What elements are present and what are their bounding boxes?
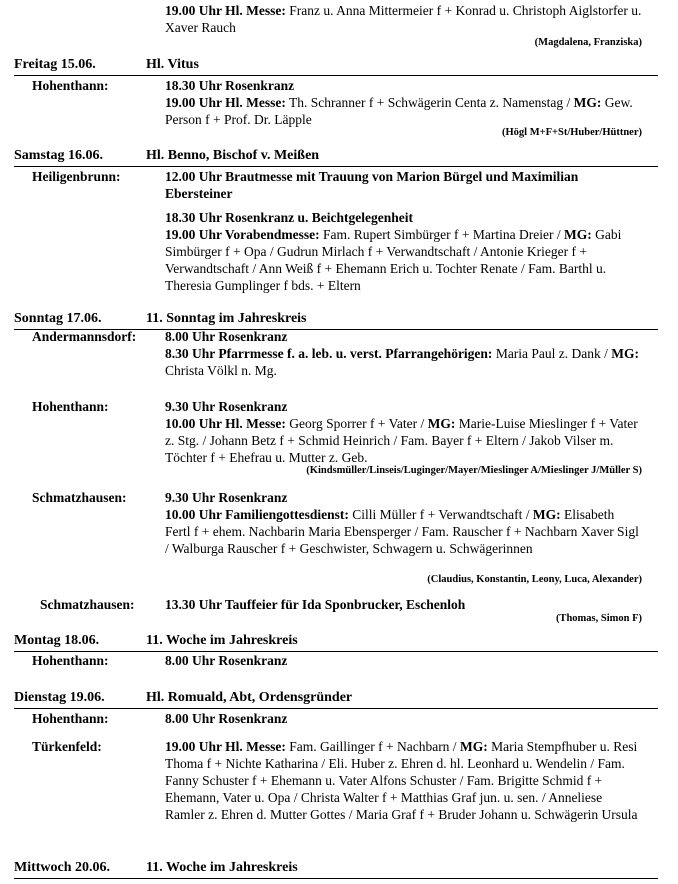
day-header-friday [14,55,658,76]
event-time: 10.00 Uhr Familiengottesdienst: [165,507,349,522]
event-line [165,94,643,128]
event-line: 13.30 Uhr Tauffeier für Ida Sponbrucker, Eschenloh [165,597,466,612]
event-line: 18.30 Uhr Rosenkranz [165,78,295,93]
event-text: Fam. Gaillinger f + Nachbarn / [285,739,460,754]
place-label: Heiligenbrunn: [32,169,121,184]
event-block [165,328,643,379]
ministrant-names: (Thomas, Simon F) [555,613,642,624]
day-header-saturday [14,146,658,167]
day-feast: 11. Woche im Jahreskreis [146,633,298,648]
day-date: Montag 18.06. [14,633,100,648]
mg-label: MG: [427,416,456,431]
event-text: Cilli Müller f + Verwandtschaft / [348,507,533,522]
ministrant-names: (Magdalena, Franziska) [534,37,642,48]
event-text: Gew. Person f + Prof. Dr. Läpple [165,95,633,127]
event-time: 8.30 Uhr Pfarrmesse f. a. leb. u. verst. Pfarrangehörigen: [165,346,493,361]
event-text: Th. Schranner f + Schwägerin Centa z. Namenstag / [285,95,574,110]
mg-label: MG: [563,227,592,242]
day-header-sunday [14,309,658,330]
event-block [165,596,643,613]
event-line [165,506,643,557]
mg-label: MG: [459,739,488,754]
event-block [165,652,643,669]
place-label: Schmatzhausen: [32,490,127,505]
mg-label: MG: [611,346,640,361]
day-date: Freitag 15.06. [14,57,96,72]
event-line [165,226,643,294]
event-block [165,738,643,823]
event-line: 8.00 Uhr Rosenkranz [165,653,288,668]
event-line: 8.00 Uhr Rosenkranz [165,329,288,344]
event-text: Georg Sporrer f + Vater / [285,416,428,431]
event-text: Franz u. Anna Mittermeier f + Konrad u. Christoph Aiglstorfer u. Xaver Rauch [165,3,642,35]
event-line [165,345,643,379]
day-date: Mittwoch 20.06. [14,860,111,875]
ministrant-names: (Kindsmüller/Linseis/Luginger/Mayer/Mieslinger A/Mieslinger J/Müller S) [306,465,642,476]
day-date: Sonntag 17.06. [14,311,102,326]
event-time: 10.00 Uhr Hl. Messe: [165,416,286,431]
event-text: Elisabeth Fertl f + ehem. Nachbarin Maria Ebensperger / Fam. Rauscher f + Nachbarn Xaver Sigl / Walburga Rauscher f + Geschwister, Schwagern u. Schwägerinnen [165,507,639,556]
day-feast: Hl. Romuald, Abt, Ordensgründer [146,690,353,705]
day-date: Dienstag 19.06. [14,690,105,705]
event-text: Maria Paul z. Dank / [492,346,612,361]
event-line: 18.30 Uhr Rosenkranz u. Beichtgelegenheit [165,210,413,225]
event-text: Christa Völkl n. Mg. [165,363,277,378]
place-label: Hohenthann: [32,653,109,668]
event-block [165,209,643,294]
ministrant-names: (Claudius, Konstantin, Leony, Luca, Alexander) [427,574,642,585]
day-feast: 11. Sonntag im Jahreskreis [146,311,307,326]
place-label: Türkenfeld: [32,739,102,754]
day-header-tuesday [14,688,658,709]
place-label: Hohenthann: [32,78,109,93]
event-text: Maria Stempfhuber u. Resi Thoma f + Nichte Katharina / Eli. Huber z. Ehren d. hl. Leonhard u. Wendelin / Fam. Fanny Schuster f + Ehemann u. Vater Alfons Schuster / Fam. Brigitte Schmid f + Ehemann, Vater u. Opa / Christa Walter f + Matthias Graf jun. u. sen. / Anneliese Ramler z. Ehren d. Mutter Gottes / Maria Graf f + Bruder Johann u. Schwägerin Ursula [165,739,638,822]
place-label: Schmatzhausen: [40,597,135,612]
day-feast: Hl. Benno, Bischof v. Meißen [146,148,320,163]
event-block [165,710,643,727]
event-text: Marie-Luise Mieslinger f + Vater z. Stg. / Johann Betz f + Schmid Heinrich / Fam. Bayer f + Eltern / Jakob Vilser m. Töchter f + Ehefrau u. Mutter z. Geb. [165,416,638,465]
event-time: 19.00 Uhr Vorabendmesse: [165,227,320,242]
place-label: Andermannsdorf: [32,329,137,344]
event-block [165,398,643,466]
event-block [165,77,643,128]
day-header-monday [14,631,658,652]
event-block [165,168,643,202]
day-header-wednesday [14,858,658,879]
place-label: Hohenthann: [32,399,109,414]
event-line: 8.00 Uhr Rosenkranz [165,711,288,726]
event-time: 19.00 Uhr Hl. Messe: [165,3,286,18]
mg-label: MG: [573,95,602,110]
event-block [165,2,643,36]
event-time: 19.00 Uhr Hl. Messe: [165,95,286,110]
event-block [165,489,643,557]
place-label: Hohenthann: [32,711,109,726]
ministrant-names: (Högl M+F+St/Huber/Hüttner) [502,127,642,138]
event-line [165,415,643,466]
event-line: 9.30 Uhr Rosenkranz [165,399,288,414]
day-feast: Hl. Vitus [146,57,199,72]
event-line [165,738,643,823]
event-line: 12.00 Uhr Brautmesse mit Trauung von Marion Bürgel und Maximilian Ebersteiner [165,169,579,201]
day-date: Samstag 16.06. [14,148,104,163]
event-text: Fam. Rupert Simbürger f + Martina Dreier / [319,227,564,242]
event-line: 9.30 Uhr Rosenkranz [165,490,288,505]
event-text: Gabi Simbürger f + Opa / Gudrun Mirlach f + Verwandtschaft / Antonie Krieger f + Verwandtschaft / Ann Weiß f + Ehemann Erich u. Tochter Renate / Fam. Barthl u. Theresia Gumplinger f bds. + Eltern [165,227,622,293]
event-time: 19.00 Uhr Hl. Messe: [165,739,286,754]
day-feast: 11. Woche im Jahreskreis [146,860,298,875]
mg-label: MG: [532,507,561,522]
event-line [165,2,643,36]
